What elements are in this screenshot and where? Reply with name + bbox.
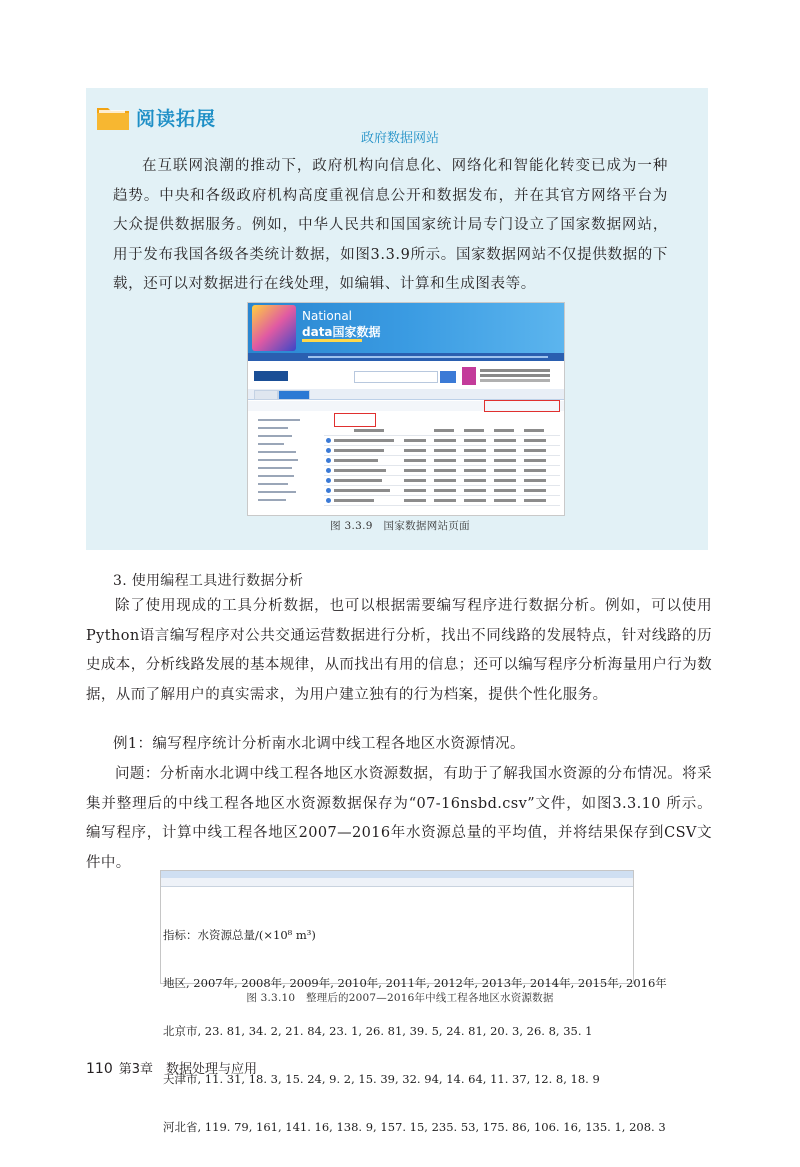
page-footer xyxy=(86,1058,257,1077)
website-info-text xyxy=(480,369,550,372)
banner-data-text: data国家数据 xyxy=(302,325,381,339)
editor-menu-bar xyxy=(161,871,633,878)
csv-line: 河北省, 119. 79, 161, 141. 16, 138. 9, 157. 15, 235. 53, 175. 86, 106. 16, 135. 1, 208. 3 xyxy=(163,1120,666,1134)
banner-national-text: National xyxy=(302,309,353,323)
website-search-row xyxy=(254,367,564,389)
example-statement: 例1：编写程序统计分析南水北调中线工程各地区水资源情况。 xyxy=(113,736,525,752)
highlight-box-tools xyxy=(334,413,376,427)
website-data-table xyxy=(324,427,560,511)
chapter-title: 第3章 数据处理与应用 xyxy=(118,1062,258,1077)
banner-subtitle-bar xyxy=(302,339,362,342)
website-brand-mark xyxy=(254,371,288,381)
website-banner xyxy=(248,303,564,353)
csv-line: 天津市, 11. 31, 18. 3, 15. 24, 9. 2, 15. 39, 32. 94, 14. 64, 11. 37, 12. 8, 18. 9 xyxy=(163,1072,600,1086)
figure-caption-3-3-10: 图 3.3.10 整理后的2007—2016年中线工程各地区水资源数据 xyxy=(246,992,554,1004)
website-nav-links xyxy=(308,356,548,358)
csv-content xyxy=(163,895,667,1167)
problem-statement: 问题：分析南水北调中线工程各地区水资源数据，有助于了解我国水资源的分布情况。将采集并整理后的中线工程各地区水资源数据保存为“07-16nsbd.csv”文件，如图3.3.10 所示。编写程序，计算中线工程各地区2007—2016年水资源总量的平均值，并将结果保存到CSV文件中。 xyxy=(86,766,712,871)
website-tab xyxy=(254,390,278,400)
csv-line: 地区, 2007年, 2008年, 2009年, 2010年, 2011年, 2012年, 2013年, 2014年, 2015年, 2016年 xyxy=(163,976,667,990)
national-data-website-screenshot xyxy=(247,302,565,516)
website-magazine-icon xyxy=(462,367,476,385)
editor-toolbar xyxy=(161,878,633,887)
paragraph-programming: 除了使用现成的工具分析数据，也可以根据需要编写程序进行数据分析。例如，可以使用Python语言编写程序对公共交通运营数据进行分析，找出不同线路的发展特点，针对线路的历史成本，分析线路发展的基本规律，从而找出有用的信息；还可以编写程序分析海量用户行为数据，从而了解用户的真实需求，为用户建立独有的行为档案，提供个性化服务。 xyxy=(86,598,712,703)
website-search-input xyxy=(354,371,438,383)
website-tabs xyxy=(248,389,564,400)
website-search-button xyxy=(440,371,456,383)
box-paragraph: 在互联网浪潮的推动下，政府机构向信息化、网络化和智能化转变已成为一种趋势。中央和各级政府机构高度重视信息公开和数据发布，并在其官方网络平台为大众提供数据服务。例如，中华人民共和国国家统计局专门设立了国家数据网站，用于发布我国各级各类统计数据，如图3.3.9所示。国家数据网站不仅提供数据的下载，还可以对数据进行在线处理，如编辑、计算和生成图表等。 xyxy=(113,158,668,292)
cube-logo-image xyxy=(252,305,296,351)
box-title: 政府数据网站 xyxy=(360,131,439,146)
reading-extension-label: 阅读拓展 xyxy=(136,108,217,130)
highlight-box-toolbar xyxy=(484,400,560,412)
website-tree-menu xyxy=(252,415,312,511)
figure-caption-3-3-9: 图 3.3.9 国家数据网站页面 xyxy=(330,520,470,532)
csv-line: 北京市, 23. 81, 34. 2, 21. 84, 23. 1, 26. 81, 39. 5, 24. 81, 20. 3, 26. 8, 35. 1 xyxy=(163,1024,593,1038)
website-tab-active xyxy=(278,390,310,400)
csv-line: 指标：水资源总量/(×10⁸ m³) xyxy=(163,928,316,942)
section-heading: 3. 使用编程工具进行数据分析 xyxy=(113,573,304,589)
page-number: 110 xyxy=(86,1061,113,1077)
